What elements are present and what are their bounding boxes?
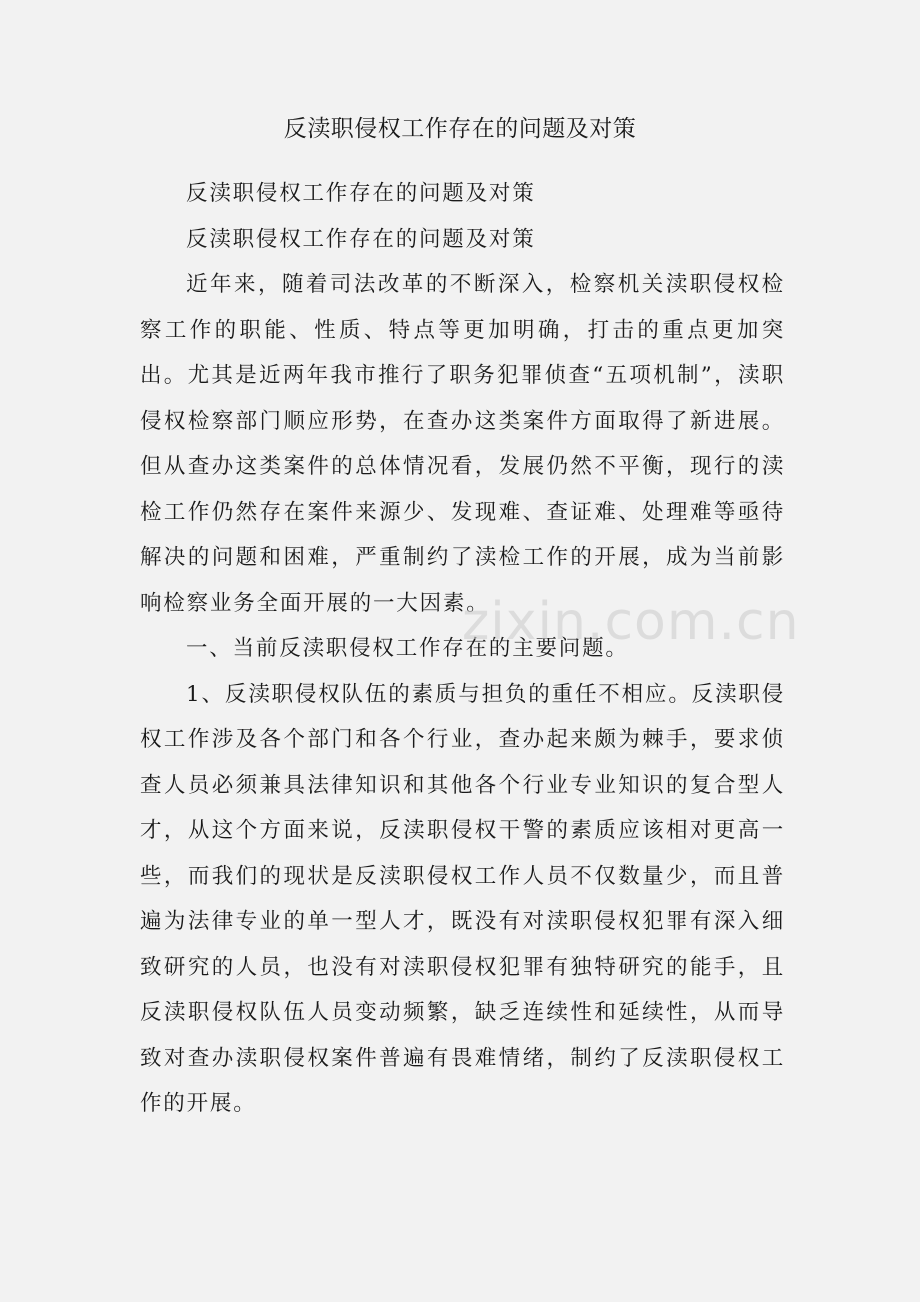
paragraph-subtitle-2: 反渎职侵权工作存在的问题及对策 <box>186 226 536 252</box>
paragraph-section-heading: 一、当前反渎职侵权工作存在的主要问题。 <box>186 636 629 661</box>
paragraph-issue-1: 1、反渎职侵权队伍的素质与担负的重任不相应。反渎职侵权工作涉及各个部门和各个行业，查办起来颇为棘手，要求侦查人员必须兼具法律知识和其他各个行业专业知识的复合型人才，从这个方面来说，反渎职侵权干警的素质应该相对更高一些，而我们的现状是反渎职侵权工作人员不仅数量少，而且普遍为法律专业的单一型人才，既没有对渎职侵权犯罪有深入细致研究的人员，也没有对渎职侵权犯罪有独特研究的能手，且反渎职侵权队伍人员变动频繁，缺乏连续性和延续性，从而导致对查办渎职侵权案件普遍有畏难情绪，制约了反渎职侵权工作的开展。 <box>140 681 785 1116</box>
paragraph-intro: 近年来，随着司法改革的不断深入，检察机关渎职侵权检察工作的职能、性质、特点等更加明确，打击的重点更加突出。尤其是近两年我市推行了职务犯罪侦查“五项机制”，渎职侵权检察部门顺应形势，在查办这类案件方面取得了新进展。但从查办这类案件的总体情况看，发展仍然不平衡，现行的渎检工作仍然存在案件来源少、发现难、查证难、处理难等亟待解决的问题和困难，严重制约了渎检工作的开展，成为当前影响检察业务全面开展的一大因素。 <box>140 272 785 616</box>
watermark: zixin.com.cn <box>462 592 800 652</box>
paragraph-subtitle-1: 反渎职侵权工作存在的问题及对策 <box>186 181 536 206</box>
document-body <box>140 171 785 1127</box>
document-title: 反渎职侵权工作存在的问题及对策 <box>283 116 637 142</box>
